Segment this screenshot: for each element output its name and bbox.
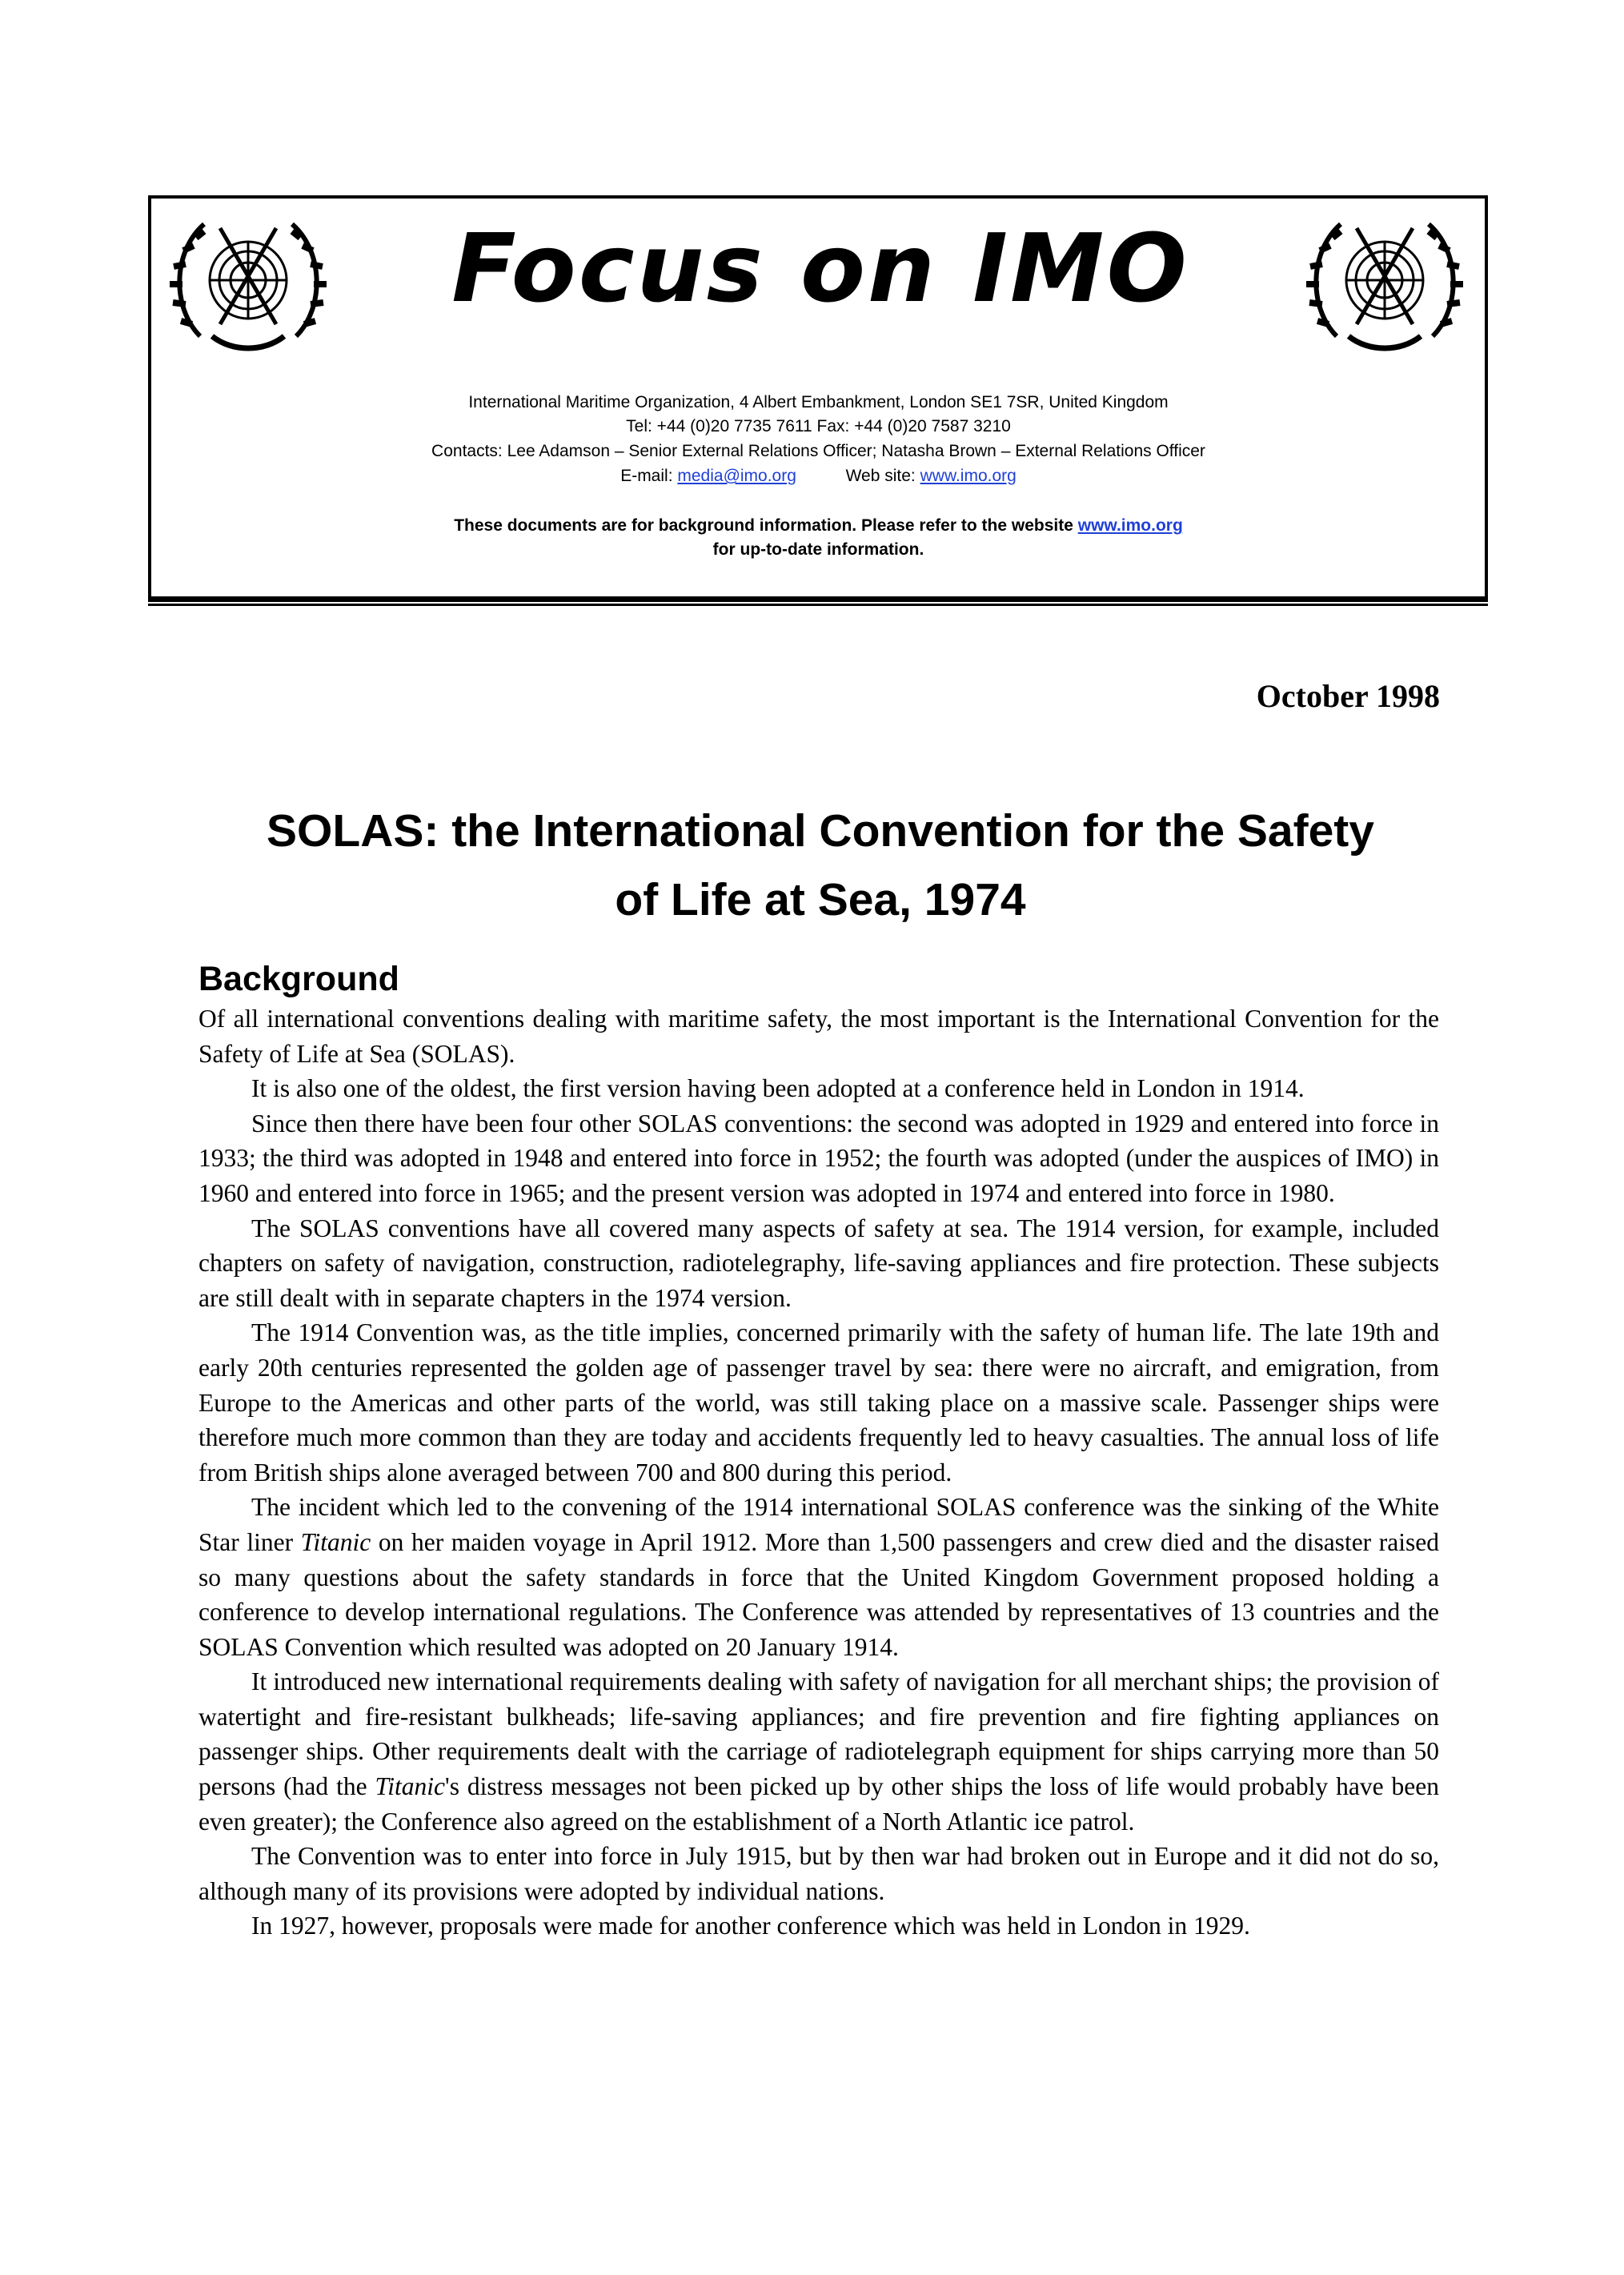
- phone-fax-line: Tel: +44 (0)20 7735 7611 Fax: +44 (0)20 7587 3210: [626, 417, 1011, 435]
- paragraph: Of all international conventions dealing with maritime safety, the most important is the International Convention for the Safety of Life at Sea (SOLAS).: [198, 1005, 1439, 1068]
- paragraph: The SOLAS conventions have all covered many aspects of safety at sea. The 1914 version, for example, included chapters on safety of navigation, construction, radiotelegraphy, life-saving appliances and fire protection. These subjects are still dealt with in separate chapters in the 1974 version.: [198, 1214, 1439, 1312]
- website-label: Web site:: [845, 467, 916, 485]
- paragraph: In 1927, however, proposals were made for another conference which was held in London in 1929.: [251, 1912, 1250, 1940]
- notice-line: [152, 514, 1485, 538]
- un-imo-emblem-icon: [1305, 204, 1465, 356]
- contacts-line: Contacts: Lee Adamson – Senior External Relations Officer; Natasha Brown – External Relations Officer: [431, 442, 1205, 460]
- body-text: [198, 1001, 1439, 1944]
- document-title: [192, 796, 1449, 934]
- org-address: International Maritime Organization, 4 Albert Embankment, London SE1 7SR, United Kingdom: [468, 393, 1169, 411]
- section-heading: Background: [198, 960, 399, 998]
- website-link[interactable]: www.imo.org: [920, 467, 1017, 485]
- ship-name: Titanic: [375, 1772, 446, 1801]
- text-run: 's distress messages not been picked up by other ships the loss of life would probably have been even greater); the Conference also agreed on the establishment of a North Atlantic ice patrol.: [198, 1772, 1439, 1836]
- notice-website-link[interactable]: www.imo.org: [1077, 516, 1183, 535]
- paragraph: The 1914 Convention was, as the title implies, concerned primarily with the safety of human life. The late 19th and early 20th centuries represented the golden age of passenger travel by sea: there were no aircraft, and emigration, from Europe to the Americas and other parts of the world, was still taking place on a massive scale. Passenger ships were therefore much more common than they are today and accidents frequently led to heavy casualties. The annual loss of life from British ships alone averaged between 700 and 800 during this period.: [198, 1318, 1439, 1487]
- masthead-title: Focus on IMO: [451, 213, 1189, 323]
- email-label: E-mail:: [620, 467, 673, 485]
- un-imo-emblem-icon: [168, 204, 328, 356]
- notice-text: These documents are for background information. Please refer to the website: [454, 516, 1073, 535]
- paragraph: [198, 1664, 1439, 1839]
- paragraph: Since then there have been four other SOLAS conventions: the second was adopted in 1929 and entered into force in 1933; the third was adopted in 1948 and entered into force in 1952; the fourth was adopted (under the auspices of IMO) in 1960 and entered into force in 1965; and the present version was adopted in 1974 and entered into force in 1980.: [198, 1109, 1439, 1207]
- title-line-1: SOLAS: the International Convention for the Safety: [267, 805, 1374, 857]
- notice-line-2: for up-to-date information.: [712, 540, 924, 559]
- email-web-line: [152, 464, 1485, 488]
- document-date: October 1998: [1256, 678, 1440, 714]
- paragraph: The Convention was to enter into force in July 1915, but by then war had broken out in Europe and it did not do so, although many of its provisions were adopted by individual nations.: [198, 1842, 1439, 1905]
- paragraph: It is also one of the oldest, the first version having been adopted at a conference held in London in 1914.: [251, 1074, 1305, 1103]
- email-link[interactable]: media@imo.org: [677, 467, 796, 485]
- text-run: The incident which led to the convening of the 1914 international SOLAS conference was the sinking of the White Star liner: [198, 1493, 1439, 1556]
- text-run: on her maiden voyage in April 1912. More than 1,500 passengers and crew died and the disaster raised so many questions about the safety standards in force that the United Kingdom Government proposed holding a conference to develop international regulations. The Conference was attended by representatives of 13 countries and the SOLAS Convention which resulted was adopted on 20 January 1914.: [198, 1527, 1439, 1661]
- text-run: It introduced new international requirements dealing with safety of navigation for all merchant ships; the provision of watertight and fire-resistant bulkheads; life-saving appliances; and fire prevention and fire fighting appliances on passenger ships. Other requirements dealt with the carriage of radiotelegraph equipment for ships carrying more than 50 persons (had the: [198, 1667, 1439, 1801]
- title-line-2: of Life at Sea, 1974: [615, 874, 1026, 925]
- ship-name: Titanic: [300, 1527, 371, 1556]
- paragraph: [198, 1490, 1439, 1664]
